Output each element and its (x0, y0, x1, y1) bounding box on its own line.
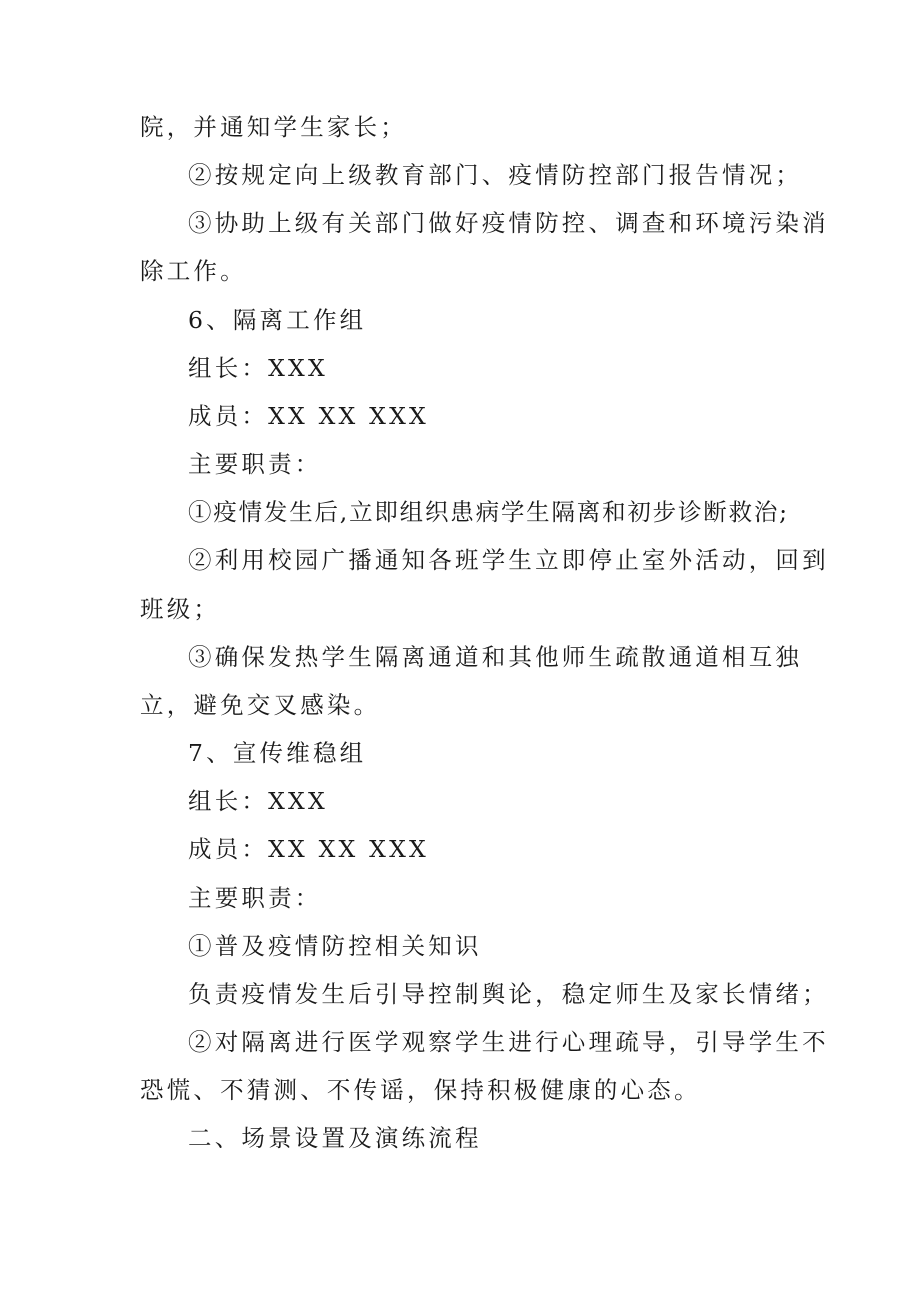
text-line: 组长：XXX (188, 354, 328, 382)
text-line: 主要职责： (188, 450, 322, 478)
section-heading: 6、隔离工作组 (188, 306, 367, 334)
text-line: 负责疫情发生后引导控制舆论，稳定师生及家长情绪； (188, 980, 829, 1008)
text-line: 主要职责： (188, 884, 322, 912)
text-line: 成员：XX XX XXX (188, 402, 429, 430)
text-line: ①普及疫情防控相关知识 (188, 932, 482, 960)
text-line: ②按规定向上级教育部门、疫情防控部门报告情况； (188, 161, 803, 189)
text-line: ③确保发热学生隔离通道和其他师生疏散通道相互独 (188, 643, 803, 671)
text-line: 除工作。 (140, 257, 247, 285)
text-line: ③协助上级有关部门做好疫情防控、调查和环境污染消 (188, 209, 829, 237)
text-line: ②对隔离进行医学观察学生进行心理疏导，引导学生不 (188, 1028, 829, 1056)
text-line: 组长：XXX (188, 787, 328, 815)
text-line: 院，并通知学生家长； (140, 113, 407, 141)
section-heading: 7、宣传维稳组 (188, 739, 367, 767)
text-line: 恐慌、不猜测、不传谣，保持积极健康的心态。 (140, 1076, 701, 1104)
section-heading: 二、场景设置及演练流程 (188, 1124, 482, 1152)
text-line: 立，避免交叉感染。 (140, 691, 381, 719)
text-line: 成员：XX XX XXX (188, 835, 429, 863)
text-line: 班级； (140, 595, 221, 623)
text-line: ①疫情发生后,立即组织患病学生隔离和初步诊断救治; (188, 498, 789, 526)
text-line: ②利用校园广播通知各班学生立即停止室外活动，回到 (188, 546, 829, 574)
